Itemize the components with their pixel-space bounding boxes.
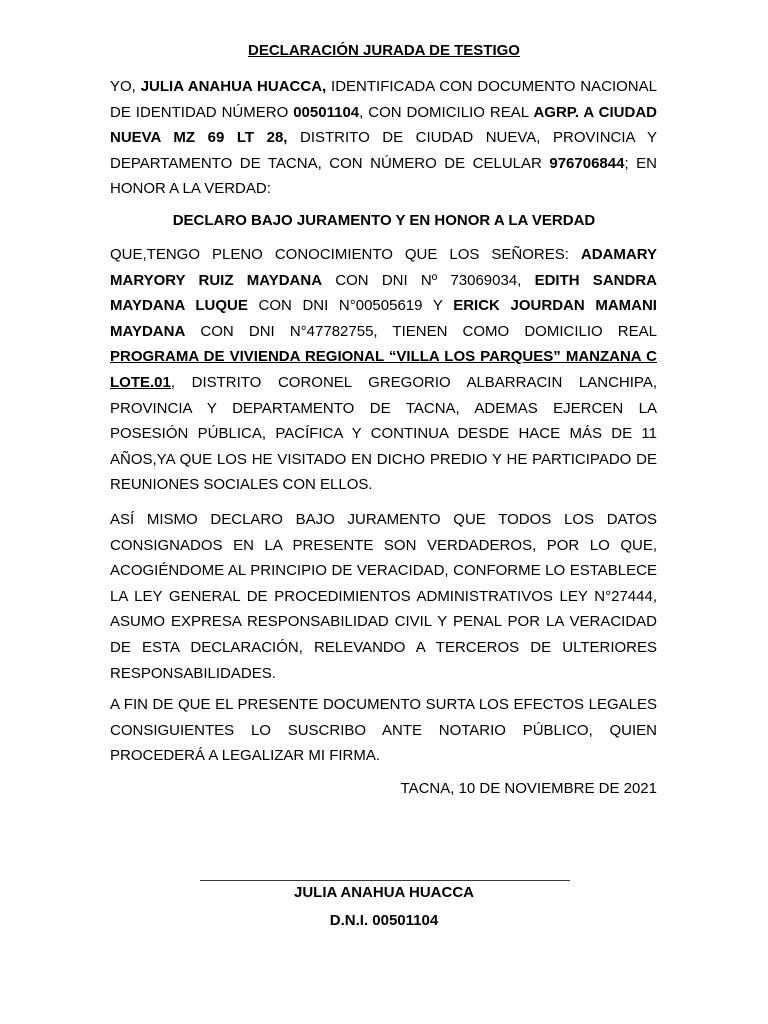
intro-text-2: IDENTIFICADA CON DOCUMENTO NACIONAL DE IDENTIDAD NÚMERO <box>110 78 657 121</box>
intro-text-3: , CON DOMICILIO REAL <box>359 103 534 121</box>
body-text-2: CON DNI Nº 73069034, <box>322 271 535 289</box>
declarant-name: JULIA ANAHUA HUACCA, <box>140 78 327 95</box>
intro-text-5: ; EN HONOR A LA VERDAD: <box>110 154 657 198</box>
property-address: PROGRAMA DE VIVIENDA REGIONAL “VILLA LOS PARQUES” MANZANA C LOTE.01 <box>110 348 657 391</box>
veracity-paragraph: ASÍ MISMO DECLARO BAJO JURAMENTO QUE TODOS LOS DATOS CONSIGNADOS EN LA PRESENTE SON VERDADEROS, POR LO QUE, ACOGIÉNDOME AL PRINCIPIO DE VERACIDAD, CONFORME LO ESTABLECE LA LEY GENERAL DE PROCEDIMIENTOS ADMINISTRATIVOS LEY N°27444, ASUMO EXPRESA RESPONSABILIDAD CIVIL Y PENAL POR LA VERACIDAD DE ESTA DECLARACIÓN, RELEVANDO A TERCEROS DE ULTERIORES RESPONSABILIDADES. <box>110 511 657 682</box>
person-3-name: ERICK JOURDAN MAMANI MAYDANA <box>110 297 657 340</box>
signatory-name: JULIA ANAHUA HUACCA <box>294 884 474 901</box>
signatory-dni: D.N.I. 00501104 <box>329 912 439 929</box>
intro-paragraph <box>110 74 657 202</box>
date-line: TACNA, 10 DE NOVIEMBRE DE 2021 <box>400 780 657 797</box>
declarant-address: AGRP. A CIUDAD NUEVA MZ 69 LT 28, <box>110 103 657 147</box>
signature-line <box>200 880 570 881</box>
person-1-name: ADAMARY MARYORY RUIZ MAYDANA <box>110 246 657 289</box>
declarant-dni: 00501104 <box>293 103 360 121</box>
document-title: DECLARACIÓN JURADA DE TESTIGO <box>248 42 520 59</box>
person-2-name: EDITH SANDRA MAYDANA LUQUE <box>110 271 657 315</box>
body-text-5: , DISTRITO CORONEL GREGORIO ALBARRACIN LANCHIPA, PROVINCIA Y DEPARTAMENTO DE TACNA, ADEMAS EJERCEN LA POSESIÓN PÚBLICA, PACÍFICA Y CONTINUA DESDE HACE MÁS DE 11 AÑOS,YA QUE LOS HE VISITADO EN DICHO PREDIO Y HE PARTICIPADO DE REUNIONES SOCIALES CON ELLOS. <box>110 373 657 494</box>
body-text-1: QUE,TENGO PLENO CONOCIMIENTO QUE LOS SEÑORES: <box>110 246 581 263</box>
intro-text-4: DISTRITO DE CIUDAD NUEVA, PROVINCIA Y DEPARTAMENTO DE TACNA, CON NÚMERO DE CELULAR <box>110 129 657 172</box>
declaration-subtitle: DECLARO BAJO JURAMENTO Y EN HONOR A LA VERDAD <box>172 212 596 229</box>
body-text-4: CON DNI N°47782755, TIENEN COMO DOMICILIO REAL <box>185 322 657 340</box>
body-text-3: CON DNI N°00505619 Y <box>247 297 454 315</box>
intro-text-1: YO, <box>110 78 141 95</box>
declarant-phone: 976706844 <box>549 154 625 172</box>
closing-paragraph: A FIN DE QUE EL PRESENTE DOCUMENTO SURTA LOS EFECTOS LEGALES CONSIGUIENTES LO SUSCRIBO ANTE NOTARIO PÚBLICO, QUIEN PROCEDERÁ A LEGALIZAR MI FIRMA. <box>110 696 657 765</box>
body-paragraph <box>110 242 657 498</box>
